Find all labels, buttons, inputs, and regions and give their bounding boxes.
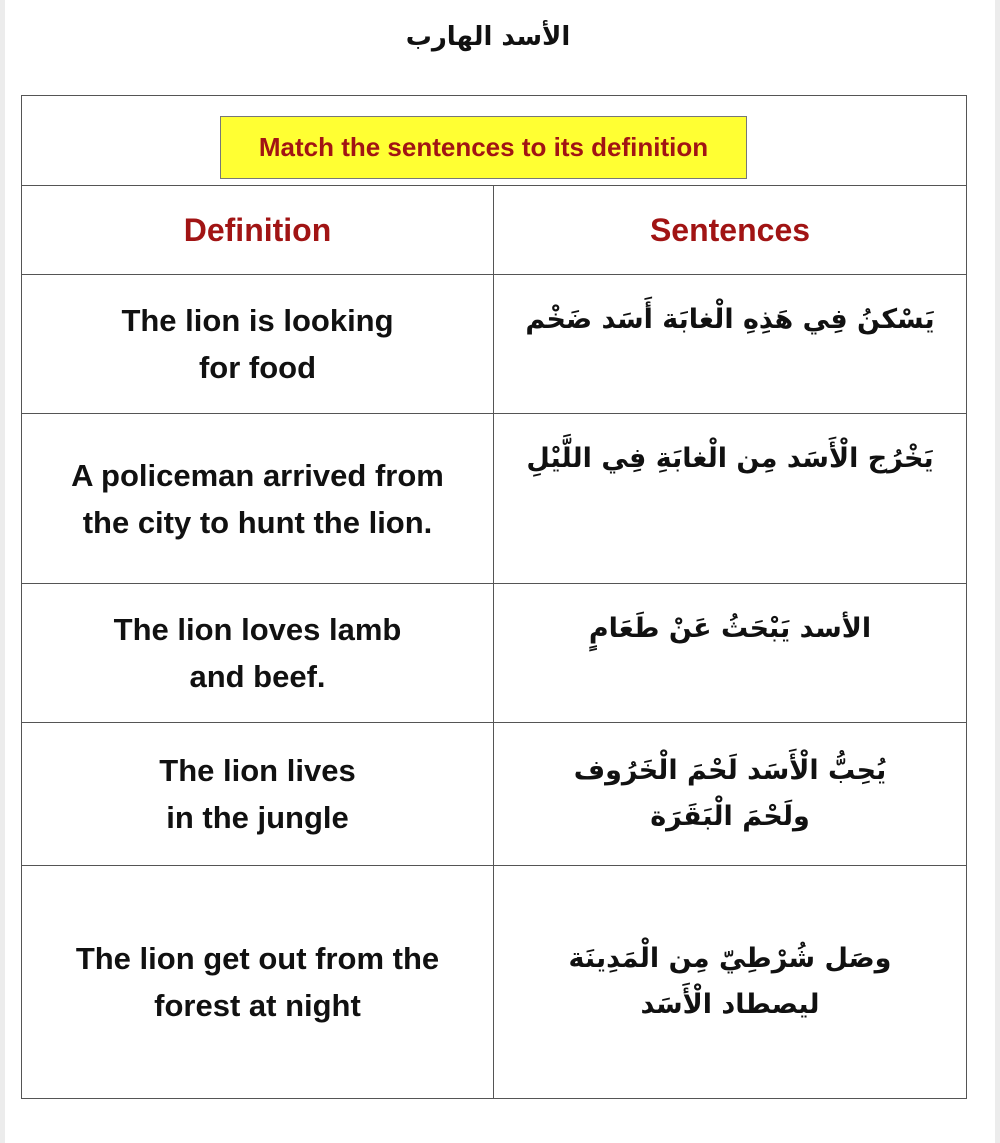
table-row: [22, 414, 966, 584]
worksheet-page: [5, 0, 995, 1143]
definition-cell: A policeman arrived from the city to hunt the lion.: [22, 414, 494, 583]
instruction-row: [22, 96, 966, 186]
table-row: [22, 866, 966, 1098]
sentences-header: Sentences: [649, 211, 811, 248]
definition-cell: The lion lives in the jungle: [22, 723, 494, 865]
definition-cell: The lion get out from the forest at night: [22, 866, 494, 1098]
page-title: الأسد الهارب: [405, 22, 571, 52]
table-row: [22, 723, 966, 866]
sentence-cell: يُحِبُّ الْأَسَد لَحْمَ الْخَرُوف ولَحْمَ الْبَقَرَة: [573, 755, 887, 832]
sentence-cell: وصَل شُرْطِيّ مِن الْمَدِينَة ليصطاد الْأَسَد: [568, 943, 892, 1020]
table-row: [22, 584, 966, 723]
definition-cell: The lion is looking for food: [22, 275, 494, 413]
definition-cell: The lion loves lamb and beef.: [22, 584, 494, 722]
header-row: [22, 186, 966, 275]
matching-table: [21, 95, 967, 1099]
instruction-banner: Match the sentences to its definition: [220, 116, 747, 179]
table-row: [22, 275, 966, 414]
sentence-cell: الأسد يَبْحَثُ عَنْ طَعَامٍ: [588, 613, 872, 644]
sentence-cell: يَسْكنُ فِي هَذِهِ الْغابَة أَسَد ضَخْم: [525, 304, 935, 335]
definition-header: Definition: [22, 186, 494, 274]
sentence-cell: يَخْرُج الْأَسَد مِن الْغابَةِ فِي اللَّيْلِ: [526, 443, 934, 474]
